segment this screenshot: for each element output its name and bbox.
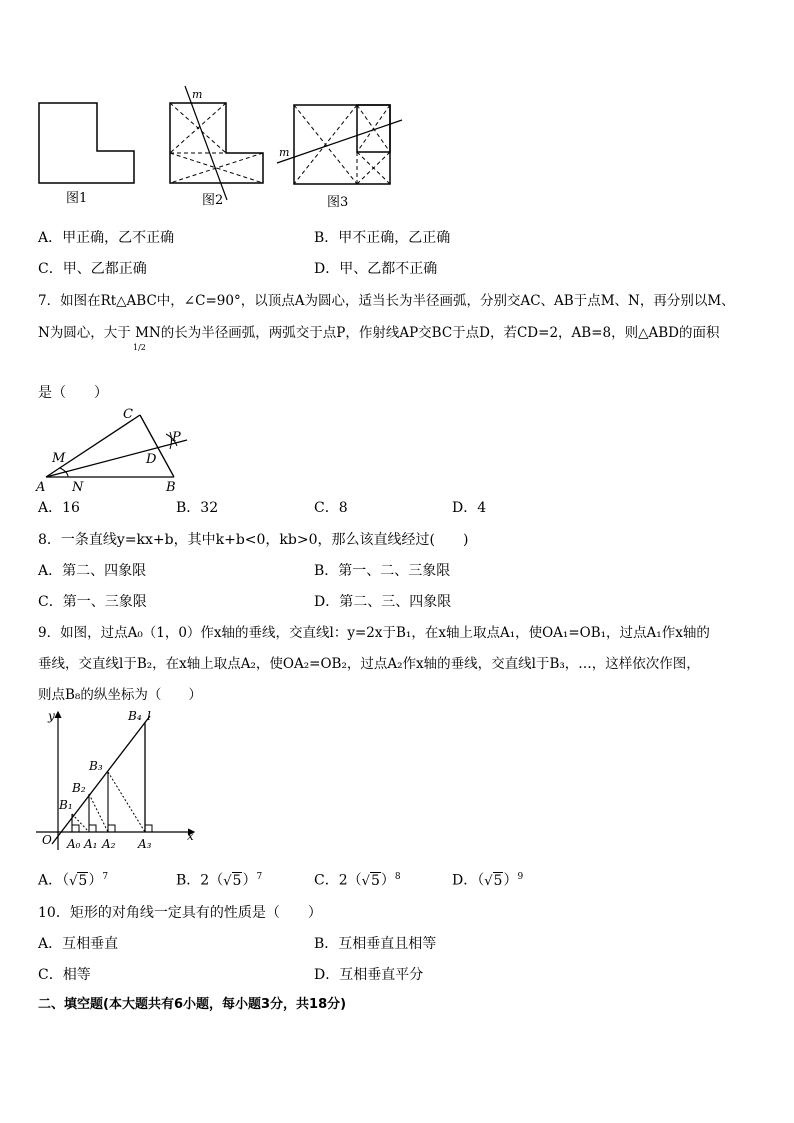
- q9-label-B2: B₂: [72, 781, 86, 795]
- q9-label-B4: B₄: [128, 709, 142, 723]
- q9-stem-line1: 9．如图，过点A₀（1，0）作x轴的垂线，交直线l：y=2x于B₁，在x轴上取点A₁，使OA₁=OB₁，过点A₁作x轴的: [38, 625, 710, 641]
- q7-label-B: B: [166, 480, 176, 494]
- q9-option-c[interactable]: C．$2(√5)^8$: [314, 872, 401, 889]
- q8-option-d[interactable]: D．第二、三、四象限: [314, 594, 452, 610]
- q7-option-c[interactable]: C．8: [314, 500, 348, 516]
- q9-option-b[interactable]: B．$2(√5)^7$: [176, 872, 263, 889]
- q7-label-C: C: [123, 407, 133, 422]
- q6-option-a[interactable]: A．甲正确，乙不正确: [38, 230, 175, 246]
- q7-fraction: 1/2: [133, 343, 146, 352]
- q10-stem: 10．矩形的对角线一定具有的性质是（ ）: [38, 905, 322, 921]
- q9-label-A3: A₃: [138, 837, 152, 851]
- q8-stem: 8．一条直线y=kx+b，其中k+b<0，kb>0，那么该直线经过( ): [38, 532, 469, 548]
- q9-stem-line3: 则点B₈的纵坐标为（ ）: [38, 687, 202, 703]
- q6-option-c[interactable]: C．甲、乙都正确: [38, 261, 147, 277]
- q6-figure3-label: 图3: [327, 195, 349, 210]
- q7-option-d[interactable]: D．4: [452, 500, 487, 516]
- q8-option-b[interactable]: B．第一、二、三象限: [314, 563, 451, 579]
- q7-triangle-figure: [32, 404, 202, 494]
- q6-figure2: [170, 86, 263, 200]
- section2-heading: 二、填空题(本大题共有6小题，每小题3分，共18分): [38, 997, 347, 1012]
- q10-option-d[interactable]: D．互相垂直平分: [314, 967, 424, 983]
- q7-option-a[interactable]: A．16: [38, 500, 80, 516]
- q7-label-M: M: [52, 451, 66, 466]
- q10-option-c[interactable]: C．相等: [38, 967, 91, 983]
- q9-label-y: y: [48, 709, 55, 723]
- q9-option-a[interactable]: A．$(√5)^7$: [38, 872, 109, 889]
- q7-stem-line1: 7．如图在Rt△ABC中，∠C=90°，以顶点A为圆心，适当长为半径画弧，分别交AC、AB于点M、N，再分别以M、: [38, 293, 735, 309]
- q9-option-d[interactable]: D．$(√5)^9$: [452, 872, 524, 889]
- q7-label-P: P: [172, 430, 181, 445]
- q8-option-c[interactable]: C．第一、三象限: [38, 594, 147, 610]
- q7-stem-line3: 是（ ）: [38, 385, 108, 401]
- q7-label-A: A: [36, 480, 46, 494]
- q10-option-b[interactable]: B．互相垂直且相等: [314, 936, 437, 952]
- q9-coordinate-figure: [32, 706, 204, 854]
- q9-label-x: x: [187, 829, 194, 843]
- q9-label-B3: B₃: [89, 759, 103, 773]
- q9-label-A2: A₂: [102, 837, 116, 851]
- q7-label-N: N: [72, 480, 84, 494]
- q9-label-A0: A₀: [67, 837, 81, 851]
- q6-option-d[interactable]: D．甲、乙都不正确: [314, 261, 438, 277]
- q9-label-O: O: [42, 833, 52, 847]
- q6-figure3-m-label: m: [279, 146, 290, 159]
- q8-option-a[interactable]: A．第二、四象限: [38, 563, 147, 579]
- q7-option-b[interactable]: B．32: [176, 500, 219, 516]
- q6-figure2-m-label: m: [192, 88, 203, 101]
- q6-figures: [30, 84, 410, 214]
- q9-label-l: l: [147, 709, 151, 723]
- q6-figure2-label: 图2: [202, 193, 224, 208]
- q7-stem-line2: N为圆心，大于 MN的长为半径画弧，两弧交于点P，作射线AP交BC于点D，若CD=2，AB=8，则△ABD的面积: [38, 325, 720, 341]
- q6-option-b[interactable]: B．甲不正确，乙正确: [314, 230, 451, 246]
- q9-stem-line2: 垂线，交直线l于B₂，在x轴上取点A₂，使OA₂=OB₂，过点A₂作x轴的垂线，交直线l于B₃，…，这样依次作图，: [38, 656, 700, 672]
- q10-option-a[interactable]: A．互相垂直: [38, 936, 119, 952]
- q6-figure3: [277, 105, 402, 184]
- q6-figure1-shape: [39, 103, 134, 183]
- q6-figure1-label: 图1: [66, 191, 88, 206]
- q9-label-A1: A₁: [84, 837, 98, 851]
- q9-label-B1: B₁: [59, 798, 73, 812]
- q7-label-D: D: [146, 452, 157, 467]
